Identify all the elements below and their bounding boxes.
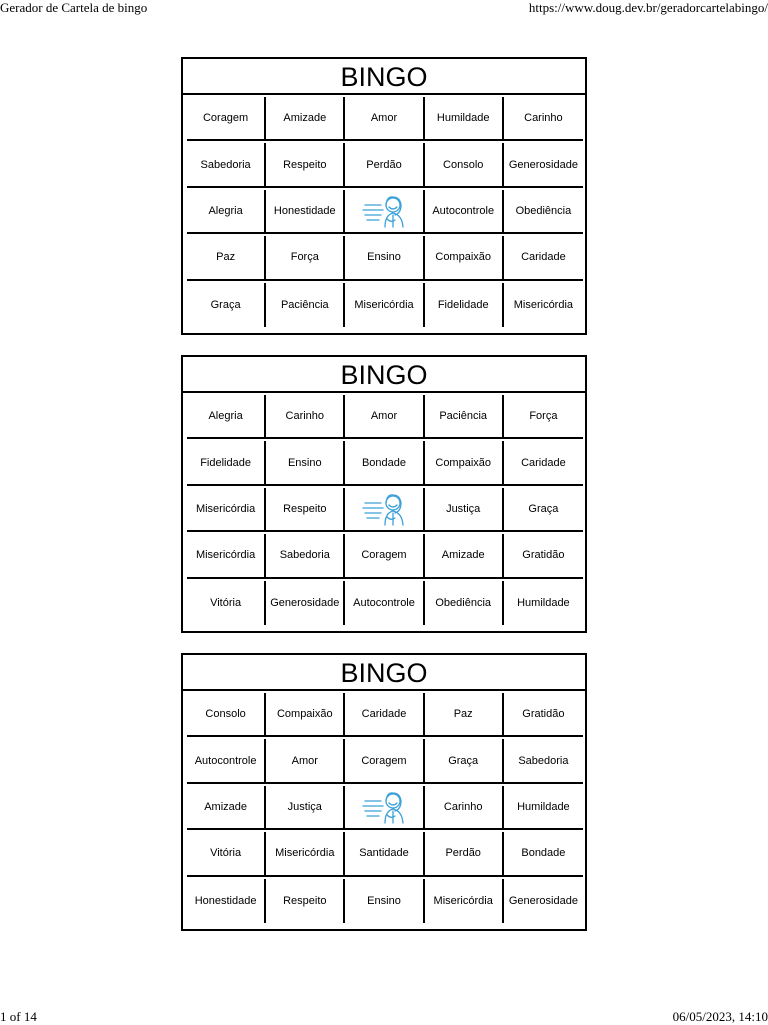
bingo-cell: Sabedoria (504, 739, 583, 783)
bingo-cell: Graça (425, 739, 504, 783)
bingo-cell: Fidelidade (425, 283, 504, 327)
bingo-cell: Autocontrole (425, 190, 504, 234)
page-url: https://www.doug.dev.br/geradorcartelabingo/ (528, 0, 768, 15)
bingo-cell: Honestidade (266, 190, 345, 234)
bingo-cell: Carinho (504, 97, 583, 141)
bingo-cell: Paciência (266, 283, 345, 327)
bingo-cell: Justiça (266, 786, 345, 830)
bingo-cell: Força (504, 395, 583, 439)
bingo-cell: Paz (187, 236, 266, 280)
bingo-cell: Santidade (345, 832, 424, 876)
bingo-cell: Fidelidade (187, 441, 266, 485)
bingo-cell: Alegria (187, 190, 266, 234)
free-space-cell (345, 786, 424, 830)
bingo-cell: Coragem (345, 739, 424, 783)
bingo-cell: Obediência (425, 581, 504, 625)
bingo-cell: Misericórdia (187, 534, 266, 578)
bingo-cell: Coragem (345, 534, 424, 578)
bingo-cell: Amizade (425, 534, 504, 578)
bingo-card-title: BINGO (183, 655, 585, 691)
bingo-cell: Humildade (517, 596, 570, 609)
bingo-cell: Amor (345, 395, 424, 439)
document-title: Gerador de Cartela de bingo (0, 0, 148, 15)
bingo-cell: Misericórdia (187, 488, 266, 532)
bingo-cell: Caridade (504, 441, 583, 485)
bingo-cell: Amizade (187, 786, 266, 830)
bingo-cell: Obediência (504, 190, 583, 234)
bingo-card-title: BINGO (183, 357, 585, 393)
bingo-cell: Paz (425, 693, 504, 737)
print-datetime: 06/05/2023, 14:10 (672, 1009, 768, 1024)
bingo-cell: Vitória (187, 832, 266, 876)
bingo-cell: Sabedoria (187, 143, 266, 187)
bingo-cell: Paciência (425, 395, 504, 439)
portrait-illustration-icon (361, 789, 407, 825)
bingo-cell: Compaixão (425, 236, 504, 280)
bingo-card (181, 355, 587, 633)
page-counter: 1 of 14 (0, 1009, 37, 1024)
bingo-cell: Consolo (187, 693, 266, 737)
bingo-cell: Gratidão (504, 693, 583, 737)
bingo-cell: Respeito (266, 488, 345, 532)
bingo-cell: Alegria (187, 395, 266, 439)
free-space-cell (345, 190, 424, 234)
bingo-cell: Perdão (425, 832, 504, 876)
bingo-cell: Humildade (504, 786, 583, 830)
bingo-cell: Generosidade (504, 143, 583, 187)
bingo-card (181, 653, 587, 931)
bingo-cell: Carinho (425, 786, 504, 830)
bingo-grid (187, 97, 583, 329)
bingo-cell: Generosidade (266, 581, 345, 625)
bingo-cell: Ensino (345, 879, 424, 923)
bingo-cell: Misericórdia (266, 832, 345, 876)
bingo-cell: Amizade (266, 97, 345, 141)
bingo-cell: Sabedoria (266, 534, 345, 578)
bingo-cell: Autocontrole (345, 581, 424, 625)
bingo-cell: Caridade (345, 693, 424, 737)
bingo-cell: Força (266, 236, 345, 280)
bingo-cell: Bondade (504, 832, 583, 876)
bingo-cell: Respeito (266, 143, 345, 187)
bingo-cell: Ensino (345, 236, 424, 280)
bingo-card (181, 57, 587, 335)
bingo-cell: Gratidão (504, 534, 583, 578)
bingo-cell: Consolo (425, 143, 504, 187)
bingo-cell: Humildade (425, 97, 504, 141)
bingo-cell: Amor (266, 739, 345, 783)
bingo-cell: Ensino (266, 441, 345, 485)
bingo-cell: Graça (504, 488, 583, 532)
bingo-cell: Honestidade (187, 879, 266, 923)
bingo-cell: Coragem (187, 97, 266, 141)
bingo-cell: Justiça (425, 488, 504, 532)
bingo-cell: Misericórdia (345, 283, 424, 327)
bingo-cell: Misericórdia (425, 879, 504, 923)
bingo-cell: Misericórdia (513, 298, 574, 311)
portrait-illustration-icon (361, 491, 407, 527)
bingo-cell: Generosidade (508, 894, 578, 907)
bingo-cell: Compaixão (425, 441, 504, 485)
bingo-cell: Amor (345, 97, 424, 141)
bingo-cell: Autocontrole (187, 739, 266, 783)
bingo-cell: Graça (187, 283, 266, 327)
bingo-cell: Respeito (266, 879, 345, 923)
bingo-grid (187, 693, 583, 925)
bingo-cell: Carinho (266, 395, 345, 439)
bingo-cell: Perdão (345, 143, 424, 187)
free-space-cell (345, 488, 424, 532)
bingo-cell: Bondade (345, 441, 424, 485)
bingo-cell: Compaixão (266, 693, 345, 737)
bingo-cell: Caridade (504, 236, 583, 280)
bingo-grid (187, 395, 583, 627)
bingo-cell: Vitória (187, 581, 266, 625)
portrait-illustration-icon (361, 193, 407, 229)
bingo-card-title: BINGO (183, 59, 585, 95)
